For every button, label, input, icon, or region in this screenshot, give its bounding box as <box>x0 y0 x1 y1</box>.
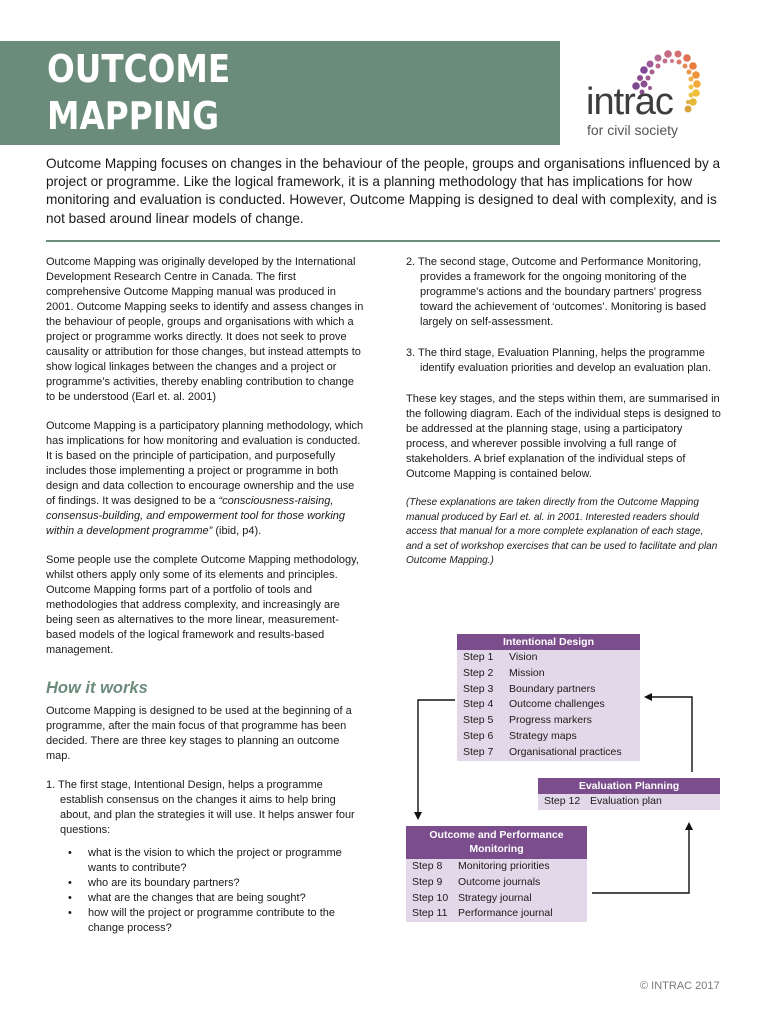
stage-3-description: 3. The third stage, Evaluation Planning, helps the programme identify evaluation priorities and develop an evaluation plan. <box>406 347 712 374</box>
step-number: Step 9 <box>412 875 443 888</box>
title-line-1: OUTCOME <box>47 47 231 91</box>
copyright-footer: © INTRAC 2017 <box>640 980 720 992</box>
step-name: Strategy journal <box>458 891 532 904</box>
step-row <box>406 859 587 875</box>
question-text: what is the vision to which the project or programme wants to contribute? <box>88 847 342 874</box>
explanation-note: (These explanations are taken directly from the Outcome Mapping manual produced by Earl et. al. in 2001. Interested readers should access that manual for a more complete explanation of each stage, and a set of workshop exercises that can be used to facilitate and plan Outcome Mapping.) <box>406 497 718 567</box>
step-number: Step 2 <box>463 666 494 679</box>
arrow-monitoring-to-evaluation <box>592 824 689 893</box>
step-row <box>457 729 640 745</box>
paragraph-history: Outcome Mapping was originally developed by the International Development Research Centre in Canada. The first comprehensive Outcome Mapping manual was produced in 2001. Outcome Mapping seeks to identify and assess changes in the behaviour of people, groups and organisations with which a project or programme works directly. It does not seek to prove causality or attribution for those changes, but instead attempts to show logical linkages between the changes and a project or programme’s activities, thereby enabling contribution to change to be understood (Earl et. al. 2001) <box>46 256 364 403</box>
step-row <box>457 666 640 682</box>
outcome-performance-monitoring-title: Outcome and Performance Monitoring <box>406 826 587 859</box>
step-number: Step 1 <box>463 651 494 663</box>
step-name: Monitoring priorities <box>458 860 550 872</box>
bullet-icon: • <box>68 907 72 919</box>
question-text: how will the project or programme contribute to the change process? <box>88 907 336 934</box>
intro-paragraph: Outcome Mapping focuses on changes in the behaviour of the people, groups and organisations influenced by a project or programme. Like the logical framework, it is a planning methodology that has implications for how monitoring and evaluation is conducted. However, Outcome Mapping is designed to deal with complexity, and is not based around linear models of change. <box>46 156 721 226</box>
step-row <box>406 906 587 922</box>
question-text: who are its boundary partners? <box>88 877 240 889</box>
step-number: Step 5 <box>463 714 494 727</box>
intentional-design-title: Intentional Design <box>457 634 640 650</box>
stage-1-description: 1. The first stage, Intentional Design, helps a programme establish consensus on the changes it aims to help bring about, and plan the strategies it will use. It helps answer four questions: <box>46 779 355 836</box>
step-number: Step 12 <box>544 795 581 807</box>
title-line-2: MAPPING <box>47 94 220 138</box>
step-row <box>538 794 720 810</box>
step-row <box>457 745 640 761</box>
step-row <box>457 682 640 698</box>
intentional-design-box <box>457 634 640 761</box>
question-text: what are the changes that are being sought? <box>88 892 306 904</box>
step-number: Step 4 <box>463 698 494 711</box>
step-name: Organisational practices <box>509 745 622 758</box>
stage-2-description: 2. The second stage, Outcome and Performance Monitoring, provides a framework for the ongoing monitoring of the programme's actions and the boundary partners' progress toward the achievement of ‘outcomes’. Monitoring is based largely on self-assessment. <box>406 256 707 328</box>
paragraph-participatory-citation: (ibid, p4). <box>212 525 262 537</box>
logo-tagline: for civil society <box>587 122 679 138</box>
step-row <box>406 875 587 891</box>
outcome-performance-monitoring-box <box>406 826 587 922</box>
step-name: Mission <box>509 666 545 679</box>
paragraph-participatory-quote: “consciousness-raising, consensus-building, and empowerment tool for those working within a development programme” <box>46 495 345 537</box>
step-row <box>457 713 640 729</box>
step-row <box>457 697 640 713</box>
paragraph-diagram-intro: These key stages, and the steps within them, are summarised in the following diagram. Each of the individual steps is designed to be addressed at the planning stage, using a participatory process, and wherever possible involving a full range of stakeholders. A brief explanation of the individual steps of Outcome Mapping is contained below. <box>406 393 721 480</box>
evaluation-planning-title: Evaluation Planning <box>538 778 720 794</box>
paragraph-participatory-text: Outcome Mapping is a participatory planning methodology, which has implications for how monitoring and evaluation is conducted. It is based on the principle of participation, and purposefully includes those implementing a project or programme in both design and data collection to encourage ownership and the use of findings. It was designed to be a <box>46 420 364 507</box>
step-name: Strategy maps <box>509 729 577 742</box>
section-heading-how-it-works: How it works <box>46 679 148 697</box>
arrow-evaluation-to-design <box>646 697 692 772</box>
evaluation-planning-box <box>538 778 720 810</box>
bullet-icon: • <box>68 847 72 859</box>
logo-wordmark: intrac <box>586 81 673 123</box>
step-name: Outcome journals <box>458 875 541 888</box>
step-name: Progress markers <box>509 714 592 727</box>
step-number: Step 6 <box>463 729 494 742</box>
step-number: Step 3 <box>463 682 494 695</box>
step-name: Evaluation plan <box>590 795 662 807</box>
step-number: Step 10 <box>412 891 449 904</box>
step-name: Vision <box>509 651 538 663</box>
step-name: Performance journal <box>458 907 553 920</box>
step-row <box>406 891 587 907</box>
step-name: Outcome challenges <box>509 698 605 711</box>
paragraph-how-it-works: Outcome Mapping is designed to be used at the beginning of a programme, after the main focus of that programme has been decided. There are three key stages to planning an outcome map. <box>46 705 352 762</box>
step-row <box>457 650 640 666</box>
step-number: Step 8 <box>412 860 443 872</box>
step-number: Step 11 <box>412 907 448 920</box>
bullet-icon: • <box>68 892 72 904</box>
paragraph-portfolio: Some people use the complete Outcome Mapping methodology, whilst others apply only some of its elements and principles. Outcome Mapping forms part of a portfolio of tools and methodologies that address complexity, and increasingly are being seen as alternatives to the more linear, measurement-based models of the logical framework and results-based management. <box>46 554 359 656</box>
step-number: Step 7 <box>463 745 494 758</box>
bullet-icon: • <box>68 877 72 889</box>
arrow-design-to-monitoring <box>418 700 455 818</box>
step-name: Boundary partners <box>509 682 596 695</box>
